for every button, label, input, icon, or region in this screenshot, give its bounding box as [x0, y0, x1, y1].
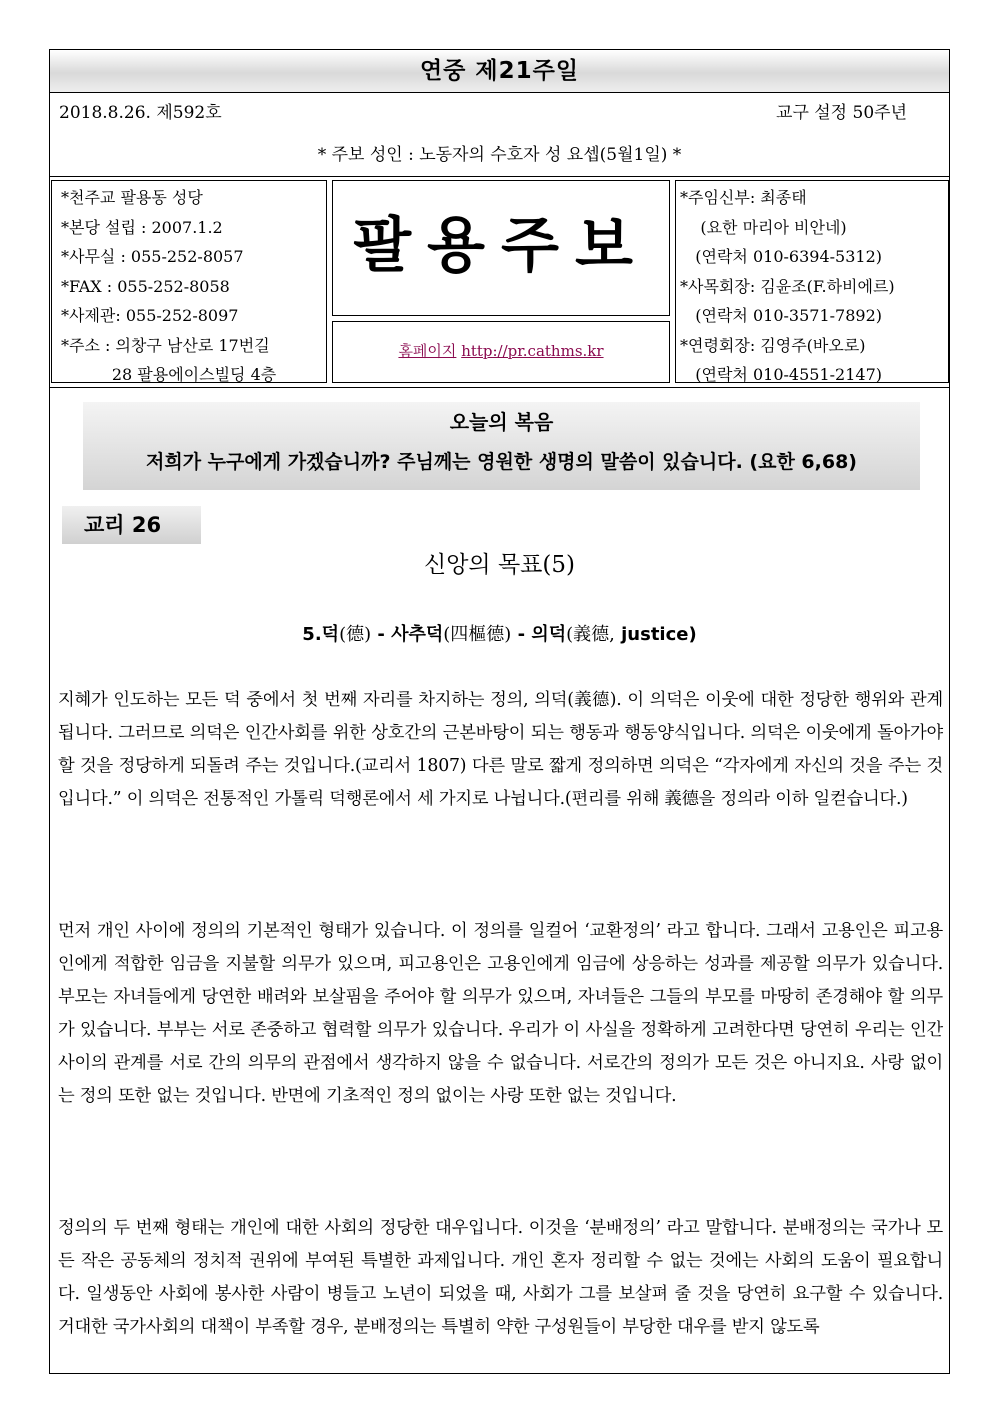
anniversary-text: 교구 설정 50주년	[776, 103, 907, 123]
gospel-verse: 저희가 누구에게 가겠습니까? 주님께는 영원한 생명의 말씀이 있습니다. (요한 6,68)	[146, 451, 857, 473]
staff-info-line: *주임신부: 최종태	[680, 188, 807, 207]
body-paragraph: 지혜가 인도하는 모든 덕 중에서 첫 번째 자리를 차지하는 정의, 의덕(義德). 이 의덕은 이웃에 대한 정당한 행위와 관계됩니다. 그러므로 의덕은 인간사회를 위한 상호간의 근본바탕이 되는 행동과 행동양식입니다. 의덕은 이웃에게 돌아가야 할 것을 정당하게 되돌려 주는 것입니다.(교리서 1807) 다른 말로 짧게 정의하면 의덕은 “각자에게 자신의 것을 주는 것입니다.” 이 의덕은 전통적인 가톨릭 덕행론에서 세 가지로 나뉩니다.(편리를 위해 義德을 정의라 이하 일컫습니다.)	[58, 690, 943, 809]
section-heading	[50, 620, 949, 646]
section-part: (義德,	[566, 624, 615, 645]
section-part: 5.덕	[302, 624, 340, 645]
lesson-label: 교리 26	[62, 506, 201, 544]
section-part: justice)	[614, 624, 697, 645]
parish-info-line: *천주교 팔용동 성당	[61, 188, 203, 207]
parish-info-line: 28 팔용에이스빌딩 4층	[61, 365, 277, 384]
staff-info-line: (요한 마리아 비안네)	[680, 217, 847, 237]
bulletin-title-box	[332, 180, 670, 316]
date-issue: 2018.8.26. 제592호	[59, 103, 222, 123]
body-paragraph: 먼저 개인 사이에 정의의 기본적인 형태가 있습니다. 이 정의를 일컬어 ‘교환정의’ 라고 합니다. 그래서 고용인은 피고용인에게 적합한 임금을 지불할 의무가 있으며, 피고용인은 고용인에게 임금에 상응하는 성과를 제공할 의무가 있습니다. 부모는 자녀들에게 당연한 배려와 보살핌을 주어야 할 의무가 있으며, 자녀들은 그들의 부모를 마땅히 존경해야 할 의무가 있습니다. 부부는 서로 존중하고 협력할 의무가 있습니다. 우리가 이 사실을 정확하게 고려한다면 당연히 우리는 인간 사이의 관계를 서로 간의 의무의 관점에서 생각하지 않을 수 없습니다. 서로간의 정의가 모든 것은 아니지요. 사랑 없이는 정의 또한 없는 것입니다. 반면에 기초적인 정의 없이는 사랑 또한 없는 것입니다.	[58, 921, 943, 1106]
section-part: - 의덕	[511, 624, 567, 645]
parish-info-line: *사무실 : 055-252-8057	[61, 247, 244, 266]
staff-info-line: *연령회장: 김영주(바오로)	[680, 335, 866, 355]
parish-info-line: *사제관: 055-252-8097	[61, 306, 239, 325]
week-title: 연중 제21주일	[50, 50, 949, 93]
homepage-line	[333, 322, 669, 380]
body-paragraph: 정의의 두 번째 형태는 개인에 대한 사회의 정당한 대우입니다. 이것을 ‘분배정의’ 라고 말합니다. 분배정의는 국가나 모든 작은 공동체의 정치적 권위에 부여된 특별한 과제입니다. 개인 혼자 정리할 수 없는 것에는 사회의 도움이 필요합니다. 일생동안 사회에 봉사한 사람이 병들고 노년이 되었을 때, 사회가 그를 보살펴 줄 것을 당연히 요구할 수 있습니다. 거대한 국가사회의 대책이 부족할 경우, 분배정의는 특별히 약한 구성원들이 부당한 대우를 받지 않도록	[58, 1218, 943, 1337]
staff-info-line: *사목회장: 김윤조(F.하비에르)	[680, 276, 895, 296]
staff-info-box	[675, 180, 949, 383]
gospel-banner	[83, 402, 920, 490]
bulletin-frame	[49, 49, 950, 1374]
lesson-title: 신앙의 목표(5)	[424, 552, 575, 578]
bulletin-title: 팔용주보	[353, 211, 649, 281]
homepage-box	[332, 321, 670, 383]
section-part: - 사추덕	[371, 624, 444, 645]
parish-info-line: *주소 : 의창구 남산로 17번길	[61, 335, 270, 355]
staff-info-line: (연락처 010-6394-5312)	[680, 247, 882, 266]
patron-saint: * 주보 성인 : 노동자의 수호자 성 요셉(5월1일) *	[317, 145, 682, 165]
parish-info-line: *본당 설립 : 2007.1.2	[61, 217, 223, 237]
parish-info-box	[51, 180, 327, 383]
parish-info-line: *FAX : 055-252-8058	[61, 276, 230, 296]
section-part: (德)	[339, 624, 372, 645]
staff-info-line: (연락처 010-4551-2147)	[680, 365, 882, 384]
section-part: (四樞德)	[443, 624, 512, 645]
divider	[50, 176, 949, 177]
gospel-heading: 오늘의 복음	[449, 410, 554, 434]
homepage-label[interactable]: 홈페이지	[398, 342, 457, 360]
staff-info-line: (연락처 010-3571-7892)	[680, 306, 882, 325]
homepage-link[interactable]: http://pr.cathms.kr	[461, 342, 604, 360]
divider	[50, 387, 949, 388]
